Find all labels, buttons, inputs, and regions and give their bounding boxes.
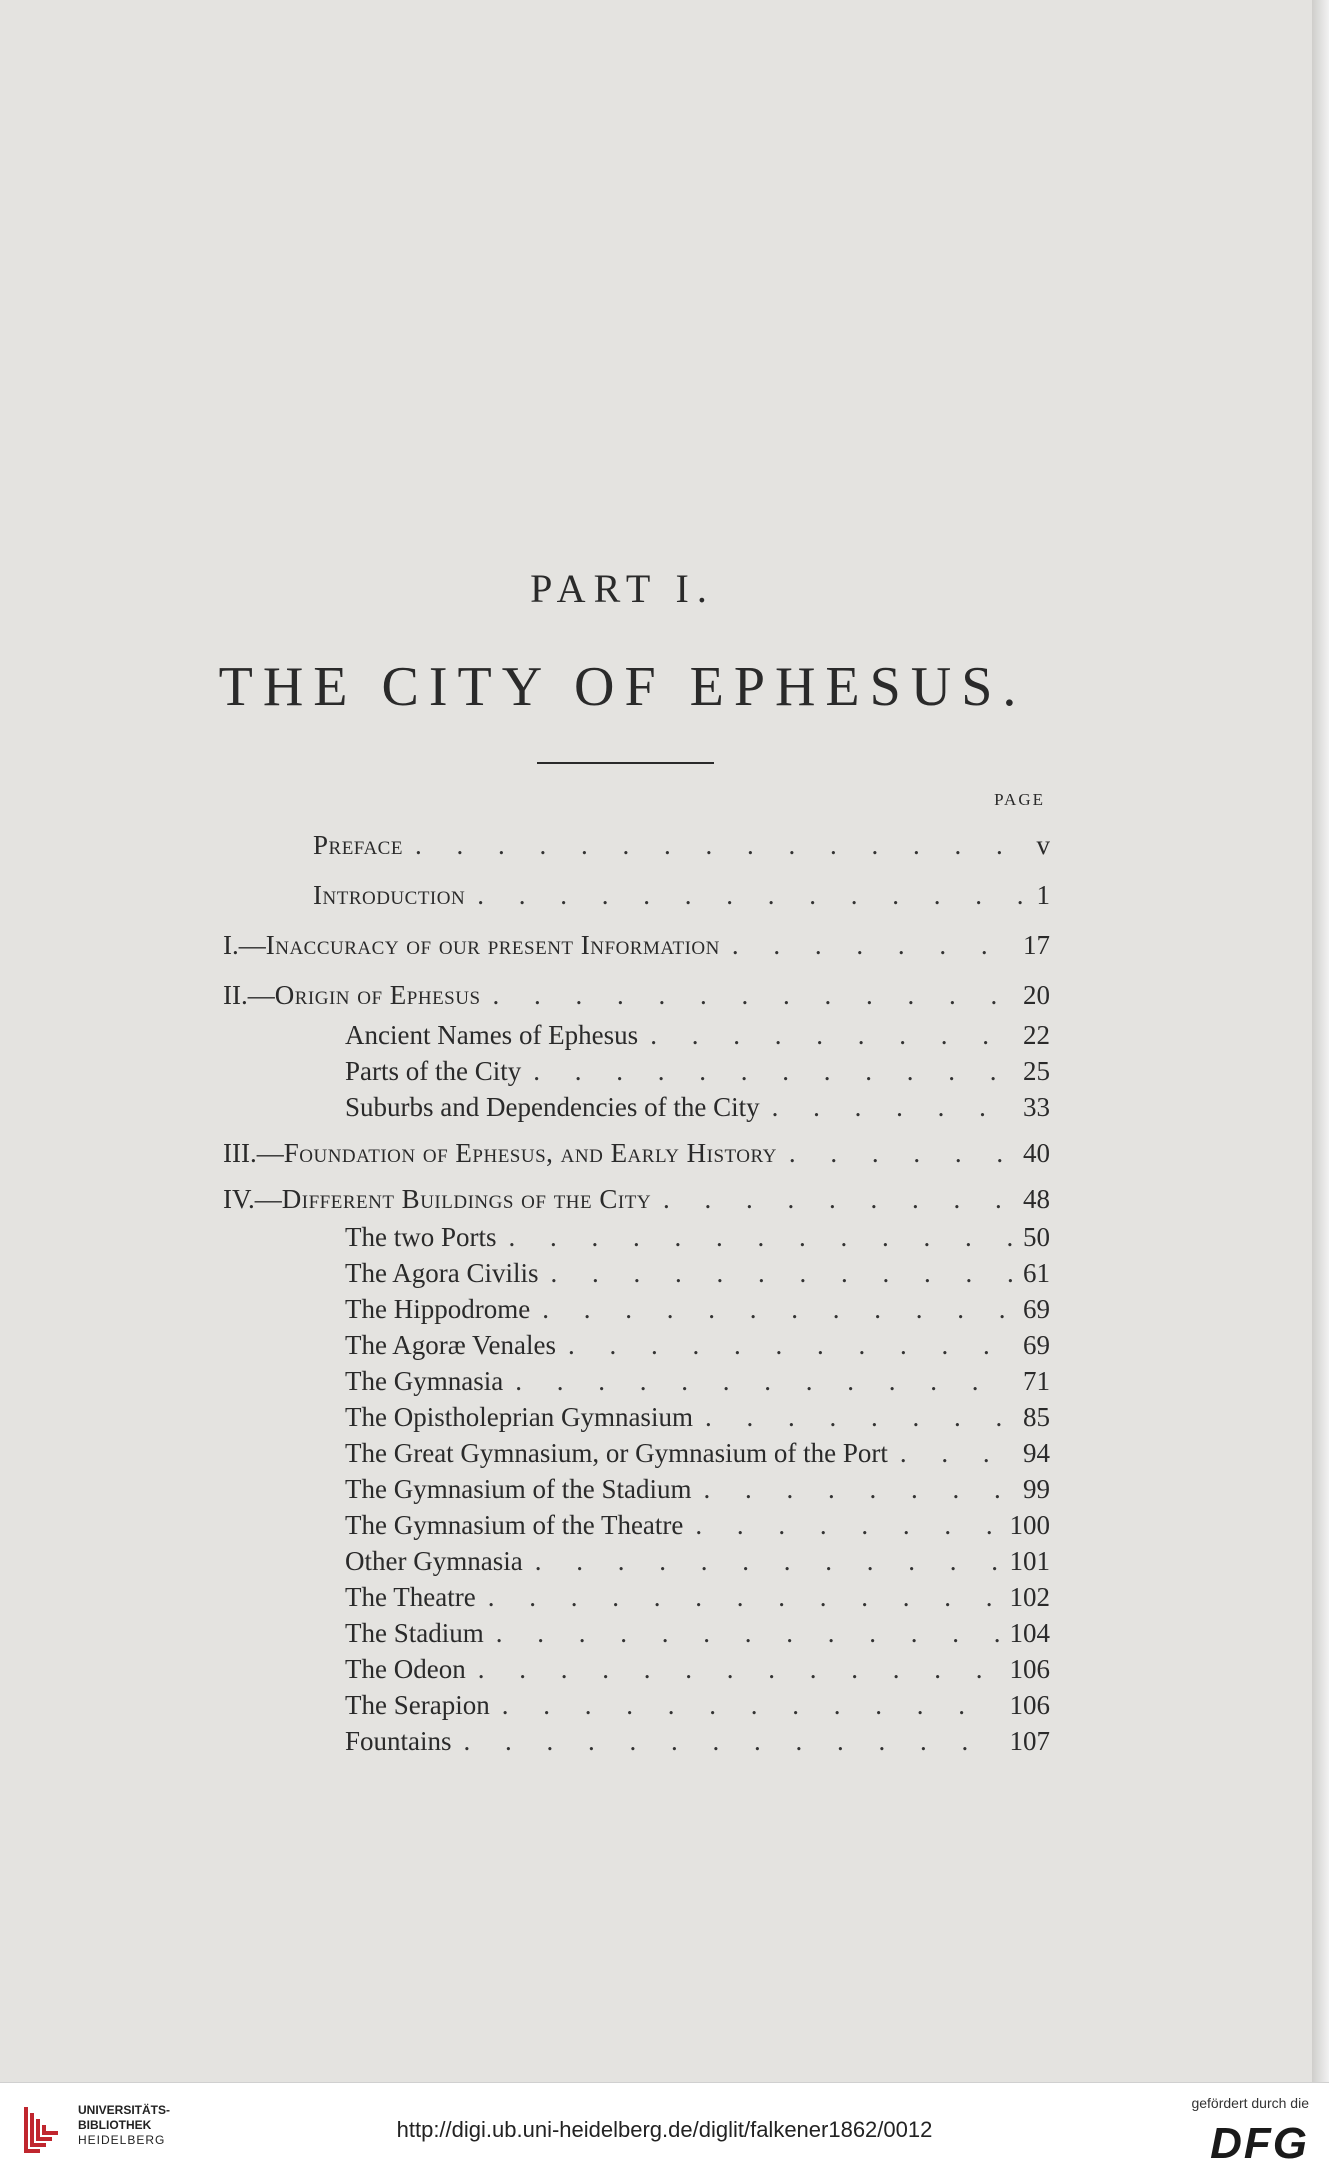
- toc-entry-number: I.—: [223, 930, 266, 960]
- toc-dot-leader: [502, 1688, 1000, 1722]
- toc-entry-title: Foundation of Ephesus, and Early History: [283, 1138, 777, 1168]
- toc-entry-page: 61: [1023, 1258, 1050, 1288]
- toc-entry: [345, 1616, 1050, 1650]
- page-column-label: PAGE: [994, 790, 1045, 809]
- toc-entry-title: Introduction: [313, 880, 466, 910]
- toc-entry: [223, 1136, 1050, 1170]
- toc-dot-leader: [550, 1256, 1013, 1290]
- toc-entry-page: 100: [1009, 1510, 1050, 1540]
- toc-entry-page: 94: [1023, 1438, 1050, 1468]
- toc-dot-leader: [496, 1616, 1000, 1650]
- toc-dot-leader: [533, 1054, 1013, 1088]
- toc-entry-title: Preface: [313, 830, 403, 860]
- toc-entry: [345, 1508, 1050, 1542]
- title-divider: [537, 762, 714, 764]
- toc-entry-page: 22: [1023, 1020, 1050, 1050]
- toc-dot-leader: [732, 928, 1013, 962]
- toc-entry: [345, 1436, 1050, 1470]
- footer-bar: [0, 2082, 1329, 2178]
- toc-dot-leader: [515, 1364, 1013, 1398]
- toc-entry-title: The Agoræ Venales: [345, 1330, 556, 1360]
- toc-entry: [345, 1472, 1050, 1506]
- toc-entry: [345, 1688, 1050, 1722]
- toc-entry-title: Different Buildings of the City: [281, 1184, 652, 1214]
- toc-dot-leader: [568, 1328, 1013, 1362]
- toc-entry-title: The Odeon: [345, 1654, 466, 1684]
- toc-dot-leader: [789, 1136, 1013, 1170]
- toc-entry-page: 69: [1023, 1294, 1050, 1324]
- toc-entry-page: 33: [1023, 1092, 1050, 1122]
- toc-entry: [345, 1544, 1050, 1578]
- section-title: THE CITY OF EPHESUS.: [218, 656, 1027, 718]
- toc-entry-page: 20: [1023, 980, 1050, 1010]
- toc-dot-leader: [705, 1400, 1013, 1434]
- toc-entry-page: 17: [1023, 930, 1050, 960]
- toc-entry: [345, 1090, 1050, 1124]
- toc-entry-title: The Stadium: [345, 1618, 484, 1648]
- toc-entry: [345, 1292, 1050, 1326]
- toc-dot-leader: [464, 1724, 1000, 1758]
- part-heading: PART I.: [530, 566, 715, 611]
- toc-entry-title: Other Gymnasia: [345, 1546, 523, 1576]
- toc-entry-title: Fountains: [345, 1726, 452, 1756]
- toc-entry: [313, 878, 1050, 912]
- toc-entry: [345, 1580, 1050, 1614]
- toc-dot-leader: [663, 1182, 1013, 1216]
- toc-dot-leader: [477, 878, 1026, 912]
- toc-entry-title: Inaccuracy of our present Information: [265, 930, 720, 960]
- toc-entry-number: IV.—: [223, 1184, 282, 1214]
- library-name: UNIVERSITÄTS- BIBLIOTHEK HEIDELBERG: [78, 2103, 171, 2147]
- toc-entry-page: 25: [1023, 1056, 1050, 1086]
- toc-dot-leader: [415, 828, 1026, 862]
- dfg-logo: DFG: [1210, 2119, 1309, 2168]
- toc-entry-title: Ancient Names of Ephesus: [345, 1020, 639, 1050]
- funding-note: gefördert durch die: [1191, 2095, 1309, 2111]
- toc-dot-leader: [772, 1090, 1013, 1124]
- toc-dot-leader: [542, 1292, 1013, 1326]
- toc-dot-leader: [900, 1436, 1013, 1470]
- toc-entry-title: Origin of Ephesus: [274, 980, 481, 1010]
- toc-entry-title: The Opistholeprian Gymnasium: [345, 1402, 693, 1432]
- toc-dot-leader: [478, 1652, 1000, 1686]
- toc-dot-leader: [695, 1508, 999, 1542]
- toc-dot-leader: [535, 1544, 1000, 1578]
- toc-entry: [223, 928, 1050, 962]
- toc-entry-title: The Hippodrome: [345, 1294, 531, 1324]
- toc-entry: [223, 1182, 1050, 1216]
- toc-entry-title: The Gymnasium of the Stadium: [345, 1474, 692, 1504]
- toc-dot-leader: [650, 1018, 1013, 1052]
- page-edge: [1312, 0, 1329, 2082]
- toc-entry-title: Parts of the City: [345, 1056, 522, 1086]
- toc-entry-page: 1: [1036, 880, 1050, 910]
- toc-entry-page: 104: [1009, 1618, 1050, 1648]
- toc-entry-page: 101: [1009, 1546, 1050, 1576]
- toc-entry-title: The Great Gymnasium, or Gymnasium of the Port: [345, 1438, 888, 1468]
- toc-entry-title: The two Ports: [345, 1222, 497, 1252]
- toc-dot-leader: [703, 1472, 1013, 1506]
- toc-entry: [345, 1054, 1050, 1088]
- toc-entry-page: 107: [1009, 1726, 1050, 1756]
- toc-entry-page: v: [1036, 830, 1050, 860]
- toc-entry-number: III.—: [223, 1138, 284, 1168]
- toc-entry-page: 102: [1009, 1582, 1050, 1612]
- toc-entry-page: 85: [1023, 1402, 1050, 1432]
- toc-entry-page: 106: [1009, 1690, 1050, 1720]
- toc-entry: [345, 1256, 1050, 1290]
- toc-dot-leader: [509, 1220, 1014, 1254]
- toc-entry-title: The Serapion: [345, 1690, 490, 1720]
- toc-entry-title: The Gymnasia: [345, 1366, 504, 1396]
- toc-dot-leader: [493, 978, 1013, 1012]
- toc-entry: [345, 1018, 1050, 1052]
- toc-entry: [345, 1364, 1050, 1398]
- toc-entry: [345, 1724, 1050, 1758]
- toc-entry-page: 106: [1009, 1654, 1050, 1684]
- toc-entry: [345, 1400, 1050, 1434]
- permalink-url[interactable]: http://digi.ub.uni-heidelberg.de/diglit/falkener1862/0012: [396, 2117, 933, 2142]
- toc-entry-page: 99: [1023, 1474, 1050, 1504]
- toc-entry-page: 50: [1023, 1222, 1050, 1252]
- toc-entry-number: II.—: [223, 980, 275, 1010]
- toc-dot-leader: [488, 1580, 1000, 1614]
- toc-entry-page: 40: [1023, 1138, 1050, 1168]
- toc-entry-page: 69: [1023, 1330, 1050, 1360]
- toc-entry-page: 71: [1023, 1366, 1050, 1396]
- toc-entry: [223, 978, 1050, 1012]
- toc-entry-page: 48: [1023, 1184, 1050, 1214]
- toc-entry-title: The Gymnasium of the Theatre: [345, 1510, 684, 1540]
- toc-entry-title: The Theatre: [345, 1582, 476, 1612]
- toc-entry: [345, 1652, 1050, 1686]
- toc-entry: [313, 828, 1050, 862]
- toc-entry: [345, 1328, 1050, 1362]
- toc-entry-title: Suburbs and Dependencies of the City: [345, 1092, 760, 1122]
- toc-entry: [345, 1220, 1050, 1254]
- toc-entry-title: The Agora Civilis: [345, 1258, 539, 1288]
